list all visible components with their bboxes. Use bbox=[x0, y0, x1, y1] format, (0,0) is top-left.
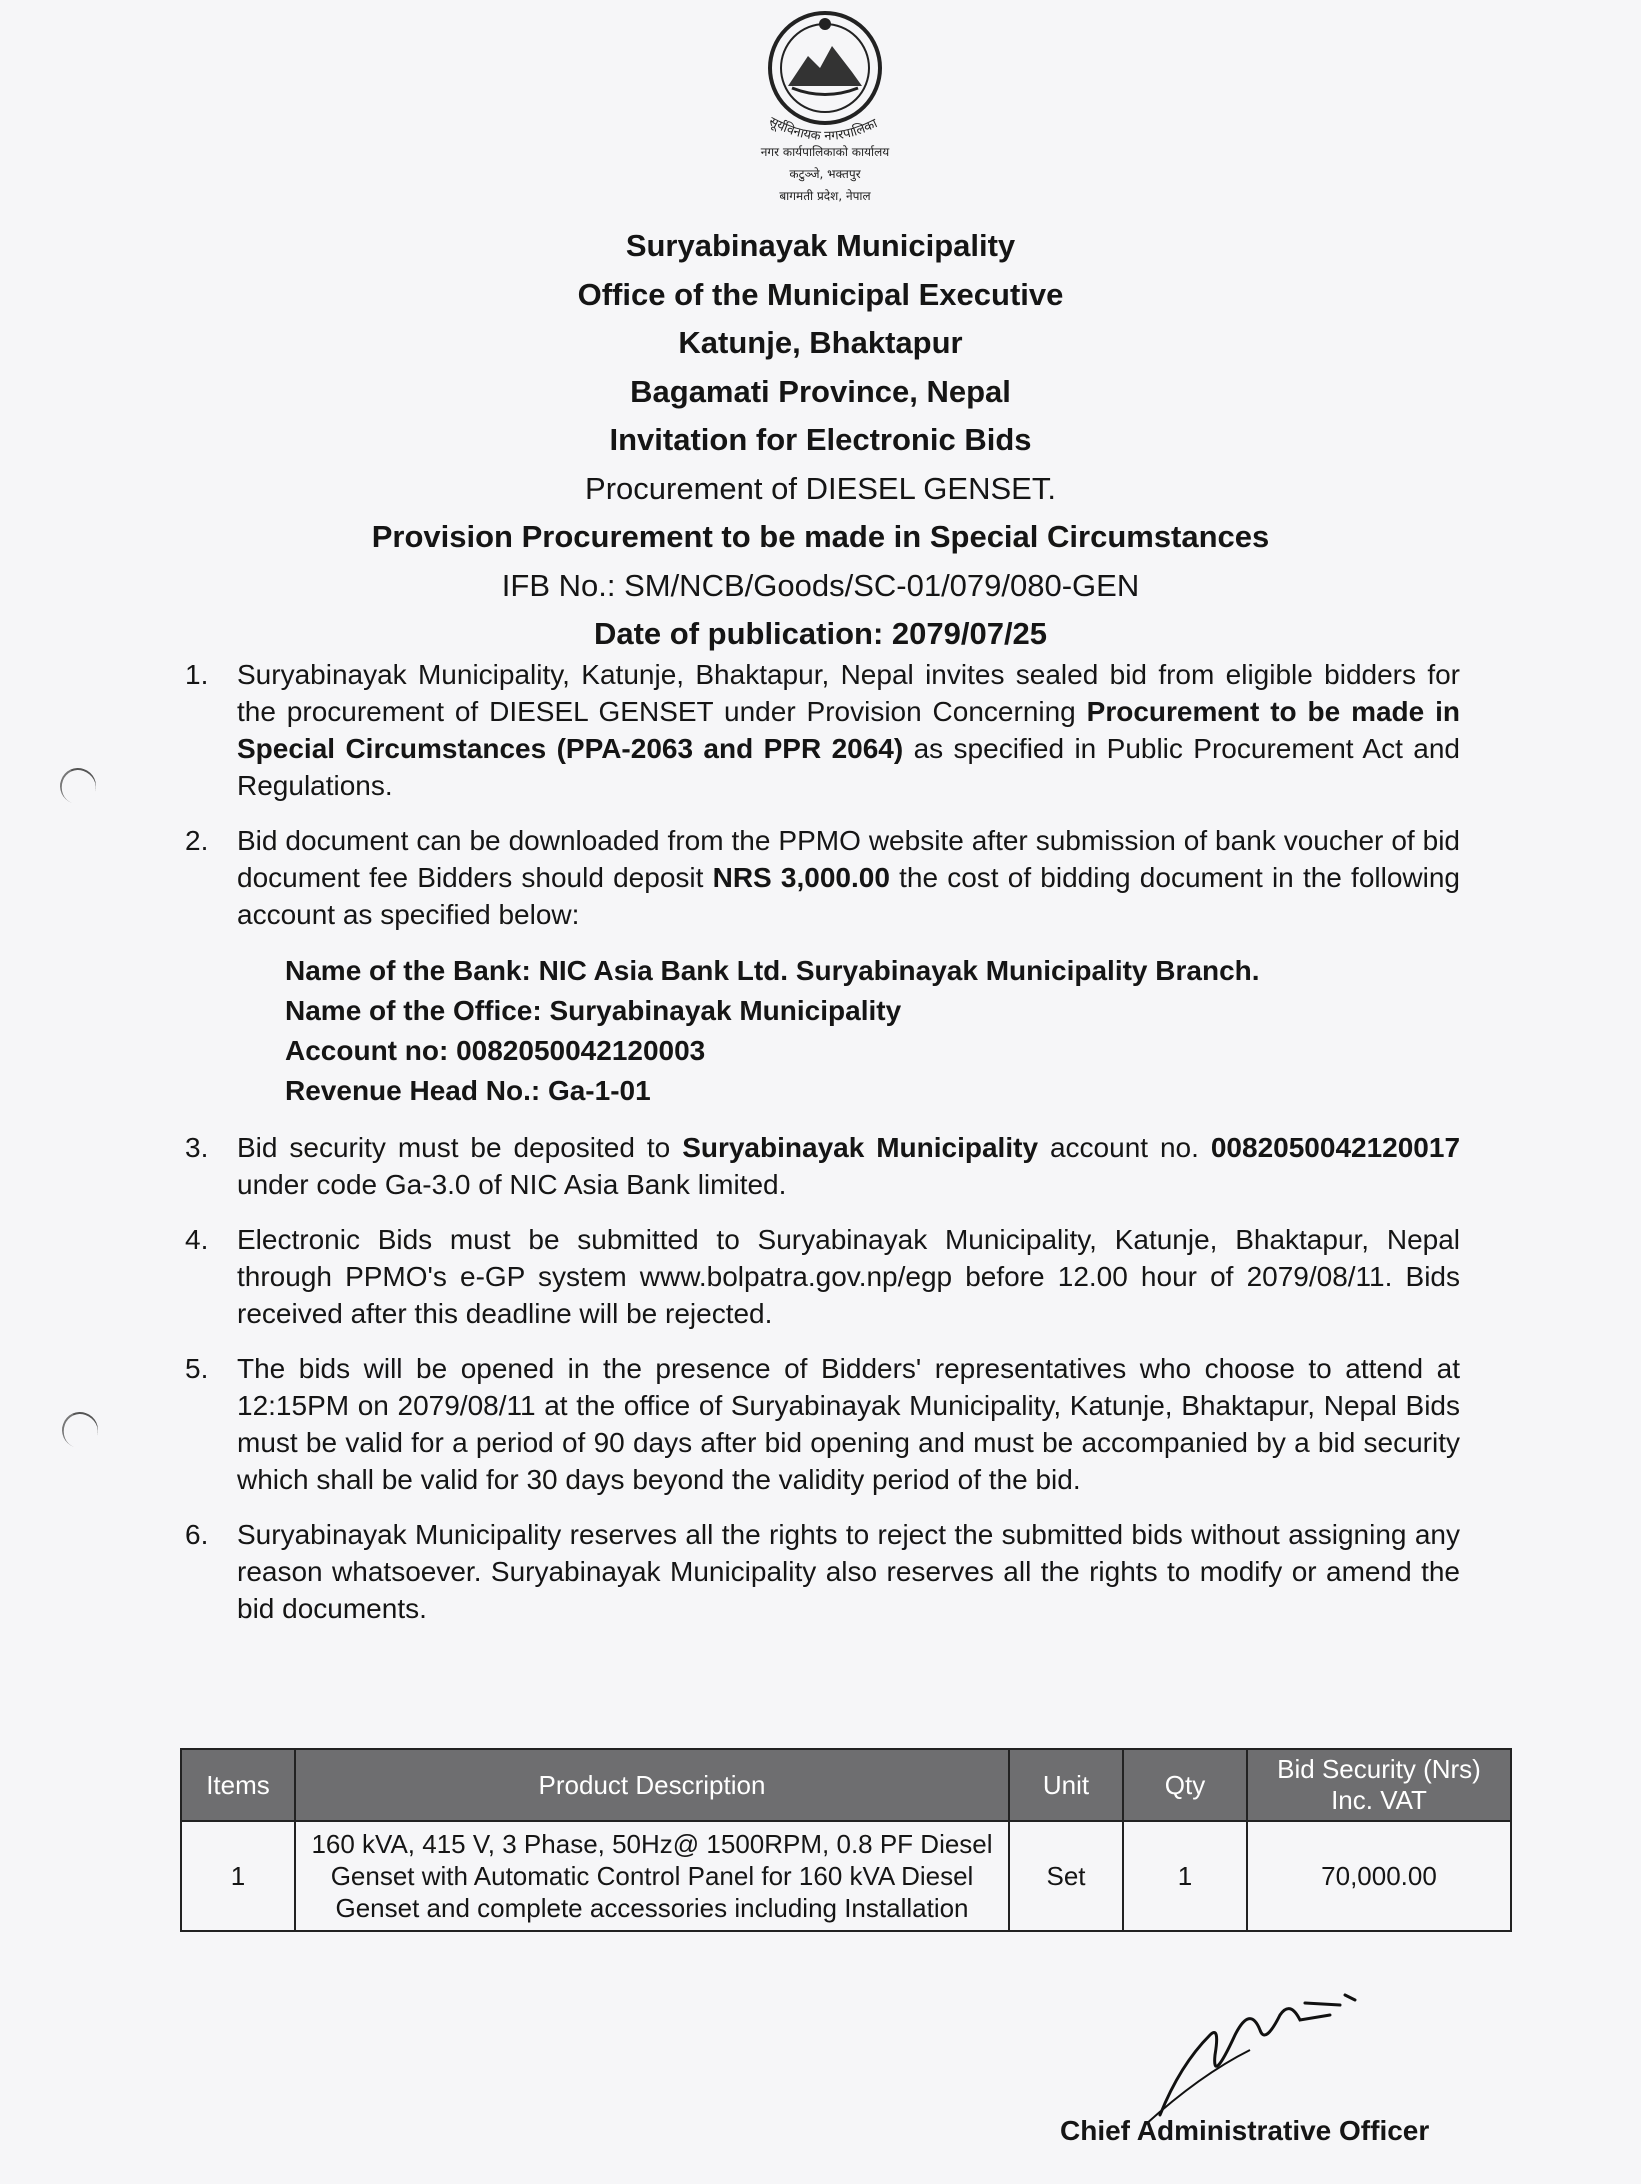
province-name: Bagamati Province, Nepal bbox=[630, 373, 1011, 409]
revenue-head-number: Revenue Head No.: Ga-1-01 bbox=[285, 1075, 651, 1106]
clause-5: 5. The bids will be opened in the presence of Bidders' representatives who choose to attend at 12:15PM on 2079/08/11 at the office of Suryabinayak Municipality, Katunje, Bhaktapur, Nepal Bids must be valid for a period of 90 days after bid opening and must be accompanied by a bid security which shall be valid for 30 days beyond the validity period of the bid. bbox=[185, 1353, 1460, 1495]
notice-header bbox=[0, 222, 1641, 659]
table-cell: 160 kVA, 415 V, 3 Phase, 50Hz@ 1500RPM, 0.8 PF Diesel Genset with Automatic Control Panel for 160 kVA Diesel Genset and complete accessories including Installation bbox=[295, 1821, 1009, 1931]
svg-text:नगर कार्यपालिकाको कार्यालय: नगर कार्यपालिकाको कार्यालय bbox=[760, 145, 890, 159]
municipality-seal-icon bbox=[720, 6, 930, 216]
clause-6: 6. Suryabinayak Municipality reserves all the rights to reject the submitted bids without assigning any reason whatsoever. Suryabinayak Municipality also reserves all the rights to modify or amend the bid documents. bbox=[185, 1519, 1460, 1624]
column-header: Product Description bbox=[295, 1749, 1009, 1821]
signature-icon bbox=[1140, 1975, 1380, 2125]
office-name: Office of the Municipal Executive bbox=[577, 276, 1064, 312]
bank-office-name: Name of the Office: Suryabinayak Municipality bbox=[285, 995, 902, 1026]
ifb-number: IFB No.: SM/NCB/Goods/SC-01/079/080-GEN bbox=[501, 567, 1140, 603]
clause-2: 2. Bid document can be downloaded from the PPMO website after submission of bank voucher of bid document fee Bidders should deposit NRS 3,000.00 the cost of bidding document in the following account as specified below: Name of the Bank: NIC Asia Bank Ltd. Suryabinayak Municipality Branch. Name of the Office: Suryabinayak Municipality Account no: 0082050042120003 Revenue Head No.: Ga-1-01 bbox=[185, 822, 1460, 1111]
clause-3: 3. Bid security must be deposited to Suryabinayak Municipality account no. 0082050042120017 under code Ga-3.0 of NIC Asia Bank limited. bbox=[185, 1132, 1461, 1200]
clause-list bbox=[185, 656, 1460, 1645]
office-address: Katunje, Bhaktapur bbox=[678, 325, 963, 360]
notice-title: Invitation for Electronic Bids bbox=[609, 422, 1032, 457]
table-header-row bbox=[181, 1749, 1511, 1821]
svg-text:सूर्यविनायक नगरपालिका: सूर्यविनायक नगरपालिका bbox=[766, 114, 880, 145]
bank-details bbox=[285, 951, 1460, 1111]
table-row bbox=[181, 1821, 1511, 1931]
column-header: Qty bbox=[1123, 1749, 1247, 1821]
procurement-provision: Provision Procurement to be made in Special Circumstances bbox=[371, 519, 1270, 554]
column-header: Unit bbox=[1009, 1749, 1123, 1821]
bank-account-number: Account no: 0082050042120003 bbox=[285, 1035, 706, 1066]
column-header: Items bbox=[181, 1749, 295, 1821]
svg-text:कटुञ्जे, भक्तपुर: कटुञ्जे, भक्तपुर bbox=[789, 167, 861, 181]
column-header: Bid Security (Nrs) Inc. VAT bbox=[1247, 1749, 1511, 1821]
items-table bbox=[180, 1748, 1512, 1932]
clause-1: 1. Suryabinayak Municipality, Katunje, Bhaktapur, Nepal invites sealed bid from eligible bidders for the procurement of DIESEL GENSET under Provision Concerning Procurement to be made in Special Circumstances (PPA-2063 and PPR 2064) as specified in Public Procurement Act and Regulations. bbox=[185, 659, 1460, 801]
table-cell: 1 bbox=[181, 1821, 295, 1931]
table-cell: 1 bbox=[1123, 1821, 1247, 1931]
svg-text:बागमती प्रदेश, नेपाल: बागमती प्रदेश, नेपाल bbox=[779, 189, 871, 203]
procurement-subject: Procurement of DIESEL GENSET. bbox=[585, 470, 1056, 506]
publication-date: Date of publication: 2079/07/25 bbox=[593, 616, 1048, 651]
punch-hole-mark bbox=[55, 763, 101, 809]
clause-4: 4. Electronic Bids must be submitted to Suryabinayak Municipality, Katunje, Bhaktapur, Nepal through PPMO's e-GP system www.bolpatra.gov.np/egp before 12.00 hour of 2079/08/11. Bids received after this deadline will be rejected. bbox=[185, 1224, 1460, 1329]
punch-hole-mark bbox=[57, 1407, 103, 1453]
signatory-title: Chief Administrative Officer bbox=[1060, 2115, 1430, 2146]
table-cell: Set bbox=[1009, 1821, 1123, 1931]
table-cell: 70,000.00 bbox=[1247, 1821, 1511, 1931]
bank-name: Name of the Bank: NIC Asia Bank Ltd. Suryabinayak Municipality Branch. bbox=[285, 955, 1260, 986]
municipality-name: Suryabinayak Municipality bbox=[625, 228, 1016, 263]
